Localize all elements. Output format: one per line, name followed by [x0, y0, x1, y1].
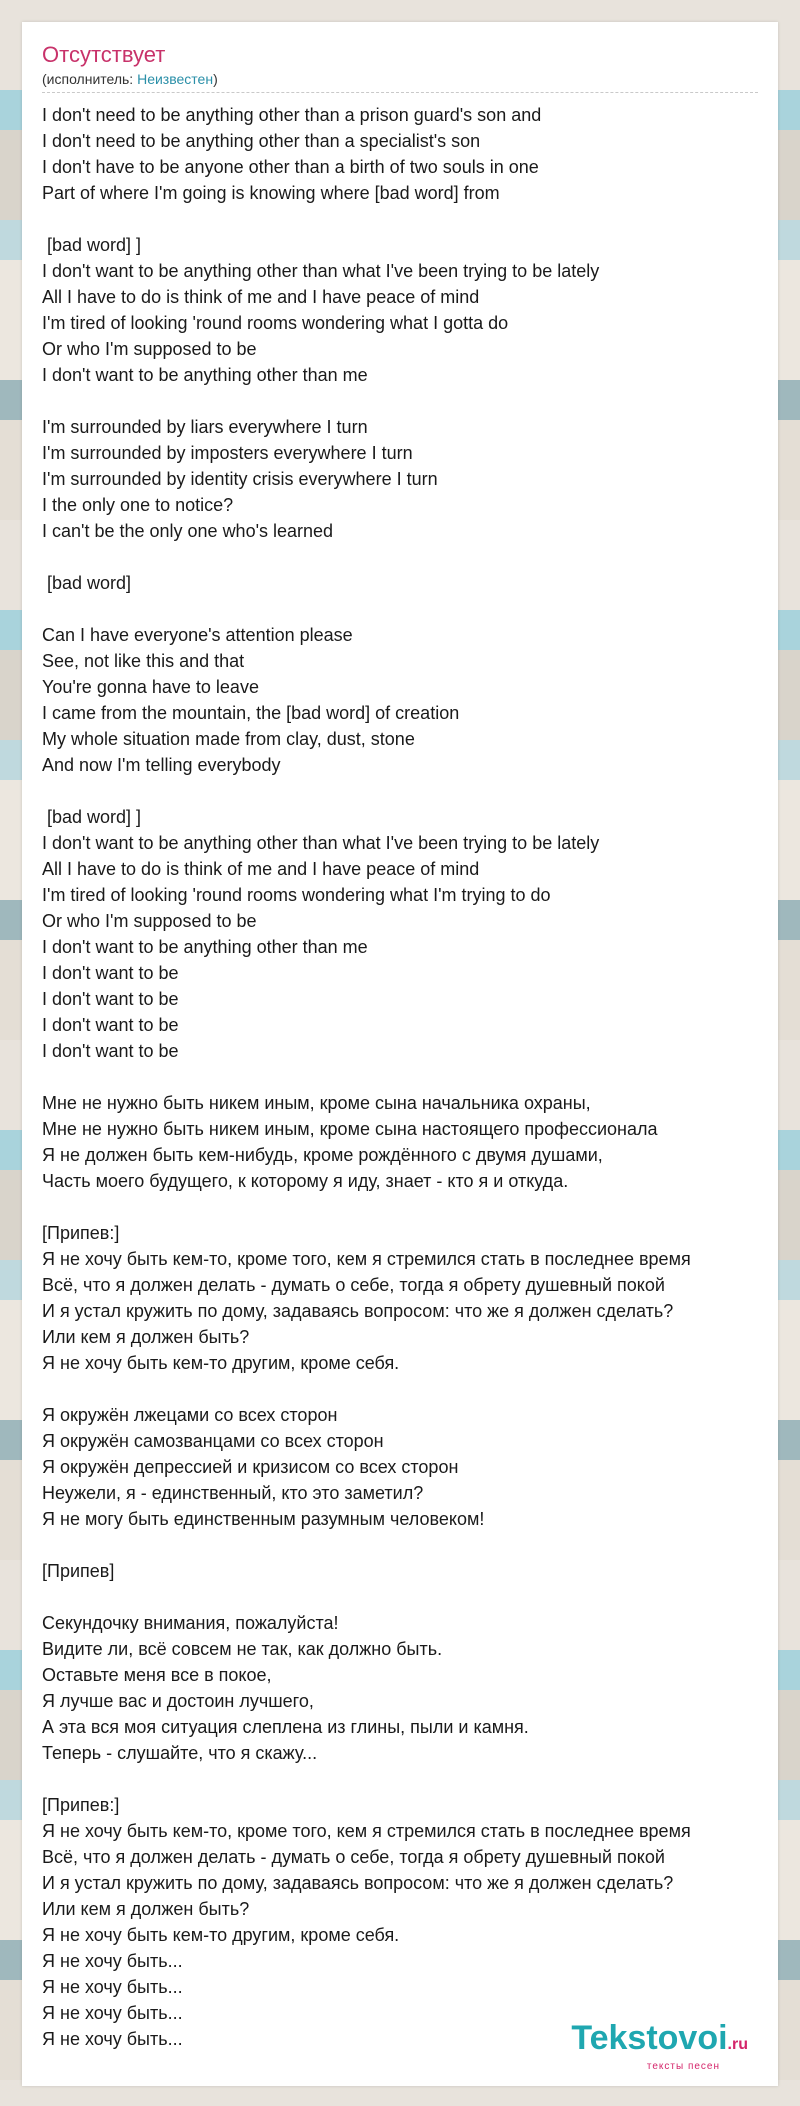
- lyric-line: I don't want to be: [42, 963, 179, 983]
- lyric-line: Мне не нужно быть никем иным, кроме сына настоящего профессионала: [42, 1119, 658, 1139]
- lyric-line: Я лучше вас и достоин лучшего,: [42, 1691, 314, 1711]
- lyric-line: I'm surrounded by identity crisis everywhere I turn: [42, 469, 438, 489]
- lyric-line: I don't have to be anyone other than a birth of two souls in one: [42, 157, 539, 177]
- lyric-line: I'm surrounded by liars everywhere I turn: [42, 417, 368, 437]
- lyric-line: Я не должен быть кем-нибудь, кроме рождённого с двумя душами,: [42, 1145, 603, 1165]
- lyric-line: Я не хочу быть кем-то другим, кроме себя.: [42, 1353, 400, 1373]
- lyric-line: Я не хочу быть кем-то другим, кроме себя.: [42, 1925, 400, 1945]
- lyric-line: I'm surrounded by imposters everywhere I turn: [42, 443, 413, 463]
- lyric-line: Я окружён самозванцами со всех сторон: [42, 1431, 384, 1451]
- lyric-line: I don't need to be anything other than a specialist's son: [42, 131, 481, 151]
- lyric-line: All I have to do is think of me and I have peace of mind: [42, 287, 480, 307]
- lyric-line: Неужели, я - единственный, кто это заметил?: [42, 1483, 424, 1503]
- lyric-line: [bad word] ]: [42, 807, 142, 827]
- lyric-line: Я окружён лжецами со всех сторон: [42, 1405, 338, 1425]
- lyric-line: Секундочку внимания, пожалуйста!: [42, 1613, 339, 1633]
- lyric-line: Я не хочу быть кем-то, кроме того, кем я стремился стать в последнее время: [42, 1249, 691, 1269]
- lyric-line: Я не могу быть единственным разумным человеком!: [42, 1509, 485, 1529]
- lyric-line: Я окружён депрессией и кризисом со всех сторон: [42, 1457, 459, 1477]
- lyric-line: Я не хочу быть кем-то, кроме того, кем я стремился стать в последнее время: [42, 1821, 691, 1841]
- lyric-line: Я не хочу быть...: [42, 2029, 183, 2049]
- lyric-line: I don't want to be anything other than what I've been trying to be lately: [42, 833, 600, 853]
- artist-link[interactable]: Неизвестен: [137, 71, 214, 87]
- lyric-line: И я устал кружить по дому, задаваясь вопросом: что же я должен сделать?: [42, 1873, 674, 1893]
- artist-suffix: ): [213, 71, 218, 87]
- lyric-line: Или кем я должен быть?: [42, 1327, 250, 1347]
- lyric-line: И я устал кружить по дому, задаваясь вопросом: что же я должен сделать?: [42, 1301, 674, 1321]
- lyric-line: I can't be the only one who's learned: [42, 521, 334, 541]
- artist-line: [42, 70, 218, 88]
- lyric-line: I don't want to be anything other than what I've been trying to be lately: [42, 261, 600, 281]
- lyric-line: Or who I'm supposed to be: [42, 339, 257, 359]
- lyric-line: Я не хочу быть...: [42, 2003, 183, 2023]
- lyric-line: I don't need to be anything other than a prison guard's son and: [42, 105, 542, 125]
- lyric-line: I don't want to be: [42, 989, 179, 1009]
- logo-tagline: тексты песен: [646, 2061, 720, 2072]
- lyric-line: [bad word] ]: [42, 235, 142, 255]
- lyric-line: Я не хочу быть...: [42, 1977, 183, 1997]
- lyric-line: You're gonna have to leave: [42, 677, 259, 697]
- lyric-line: I'm tired of looking 'round rooms wondering what I gotta do: [42, 313, 509, 333]
- lyric-line: My whole situation made from clay, dust, stone: [42, 729, 415, 749]
- lyric-line: А эта вся моя ситуация слеплена из глины, пыли и камня.: [42, 1717, 529, 1737]
- lyric-line: Теперь - слушайте, что я скажу...: [42, 1743, 318, 1763]
- lyric-line: [Припев]: [42, 1561, 115, 1581]
- lyrics-text: [42, 102, 772, 2052]
- lyric-line: Оставьте меня все в покое,: [42, 1665, 272, 1685]
- lyric-line: I don't want to be anything other than me: [42, 365, 368, 385]
- logo-name: Tekstovoi: [571, 2019, 728, 2057]
- lyric-line: Всё, что я должен делать - думать о себе, тогда я обрету душевный покой: [42, 1275, 665, 1295]
- logo-tld: .ru: [727, 2036, 748, 2053]
- lyric-line: Part of where I'm going is knowing where [bad word] from: [42, 183, 500, 203]
- lyric-line: And now I'm telling everybody: [42, 755, 281, 775]
- lyric-line: Мне не нужно быть никем иным, кроме сына начальника охраны,: [42, 1093, 591, 1113]
- lyrics-card: [22, 22, 778, 2086]
- lyric-line: I came from the mountain, the [bad word] of creation: [42, 703, 460, 723]
- lyric-line: I the only one to notice?: [42, 495, 234, 515]
- lyric-line: I don't want to be: [42, 1041, 179, 1061]
- lyric-line: [Припев:]: [42, 1223, 120, 1243]
- lyric-line: [bad word]: [42, 573, 132, 593]
- song-title: Отсутствует: [42, 42, 166, 67]
- lyric-line: Часть моего будущего, к которому я иду, знает - кто я и откуда.: [42, 1171, 569, 1191]
- lyric-line: [Припев:]: [42, 1795, 120, 1815]
- site-logo[interactable]: [571, 2020, 748, 2072]
- lyric-line: Видите ли, всё совсем не так, как должно быть.: [42, 1639, 443, 1659]
- lyric-line: I don't want to be anything other than me: [42, 937, 368, 957]
- lyric-line: I'm tired of looking 'round rooms wondering what I'm trying to do: [42, 885, 551, 905]
- lyric-line: Can I have everyone's attention please: [42, 625, 353, 645]
- header-divider: [42, 92, 758, 93]
- lyric-line: Всё, что я должен делать - думать о себе, тогда я обрету душевный покой: [42, 1847, 665, 1867]
- lyric-line: Я не хочу быть...: [42, 1951, 183, 1971]
- lyric-line: Или кем я должен быть?: [42, 1899, 250, 1919]
- lyric-line: See, not like this and that: [42, 651, 245, 671]
- artist-prefix: (исполнитель:: [42, 71, 138, 87]
- lyric-line: All I have to do is think of me and I have peace of mind: [42, 859, 480, 879]
- lyric-line: Or who I'm supposed to be: [42, 911, 257, 931]
- lyric-line: I don't want to be: [42, 1015, 179, 1035]
